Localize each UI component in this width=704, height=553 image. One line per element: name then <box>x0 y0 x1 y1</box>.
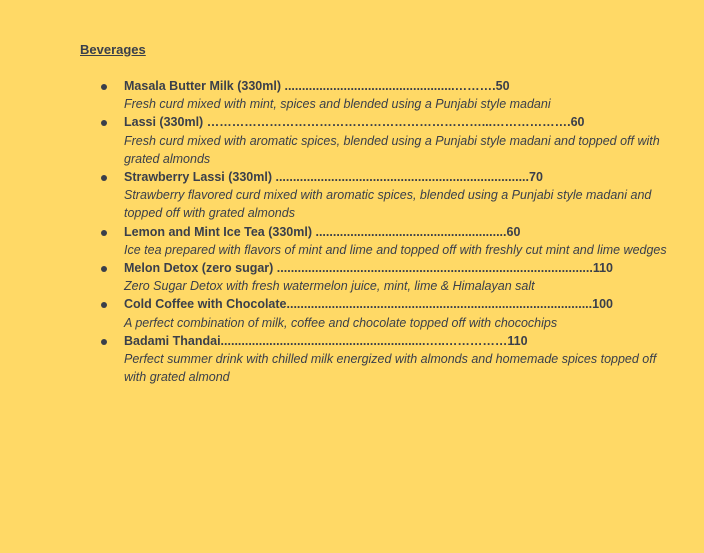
item-description: Fresh curd mixed with mint, spices and blended using a Punjabi style madani <box>124 97 551 112</box>
item-price: 50 <box>495 79 510 93</box>
item-leader: …………………………………………………………...………………. <box>203 115 571 130</box>
item-description: A perfect combination of milk, coffee and chocolate topped off with chocochips <box>124 315 558 330</box>
list-item <box>101 77 681 113</box>
item-name: Lemon and Mint Ice Tea (330ml) <box>124 224 313 239</box>
item-leader: ........................................................................................... <box>273 261 593 276</box>
item-description: Ice tea prepared with flavors of mint and lime and topped off with freshly cut mint and lime wedges <box>124 242 667 257</box>
item-leader: ...........................................................…..…………… <box>220 333 508 348</box>
bullet-icon <box>101 120 107 126</box>
item-leader: ......................................................................... <box>272 170 529 185</box>
section-heading: Beverages <box>80 42 146 57</box>
list-item <box>101 168 681 223</box>
bullet-icon <box>101 266 107 272</box>
item-price: 70 <box>529 170 543 185</box>
bullet-icon <box>101 339 107 345</box>
item-name: Masala Butter Milk (330ml) <box>124 79 281 93</box>
item-name: Badami Thandai <box>124 333 221 348</box>
list-item <box>101 223 681 259</box>
item-price: 60 <box>570 115 585 130</box>
item-description: Perfect summer drink with chilled milk energized with almonds and homemade spices topped off with grated almond <box>124 352 657 385</box>
item-price: 110 <box>507 333 528 348</box>
item-leader: .................................................………. <box>281 79 496 93</box>
item-leader: ........................................................................................ <box>286 297 593 312</box>
bullet-icon <box>101 302 107 308</box>
item-name: Cold Coffee with Chocolate <box>124 297 287 312</box>
list-item <box>101 113 681 168</box>
item-price: 110 <box>592 261 614 276</box>
beverage-list <box>101 77 681 386</box>
item-name: Strawberry Lassi (330ml) <box>124 170 272 185</box>
item-description: Fresh curd mixed with aromatic spices, blended using a Punjabi style madani and topped off with grated almonds <box>124 133 660 166</box>
item-name: Melon Detox (zero sugar) <box>124 261 274 276</box>
item-price: 60 <box>506 224 521 239</box>
bullet-icon <box>101 175 107 181</box>
item-name: Lassi (330ml) <box>124 115 204 130</box>
bullet-icon <box>101 84 107 90</box>
item-price: 100 <box>592 297 613 312</box>
item-description: Zero Sugar Detox with fresh watermelon juice, mint, lime & Himalayan salt <box>124 279 535 294</box>
item-description: Strawberry flavored curd mixed with aromatic spices, blended using a Punjabi style madani and topped off with grated almonds <box>124 188 652 221</box>
list-item <box>101 259 681 295</box>
list-item <box>101 332 681 387</box>
item-leader: ....................................................... <box>312 224 507 239</box>
bullet-icon <box>101 230 107 236</box>
list-item <box>101 295 681 331</box>
